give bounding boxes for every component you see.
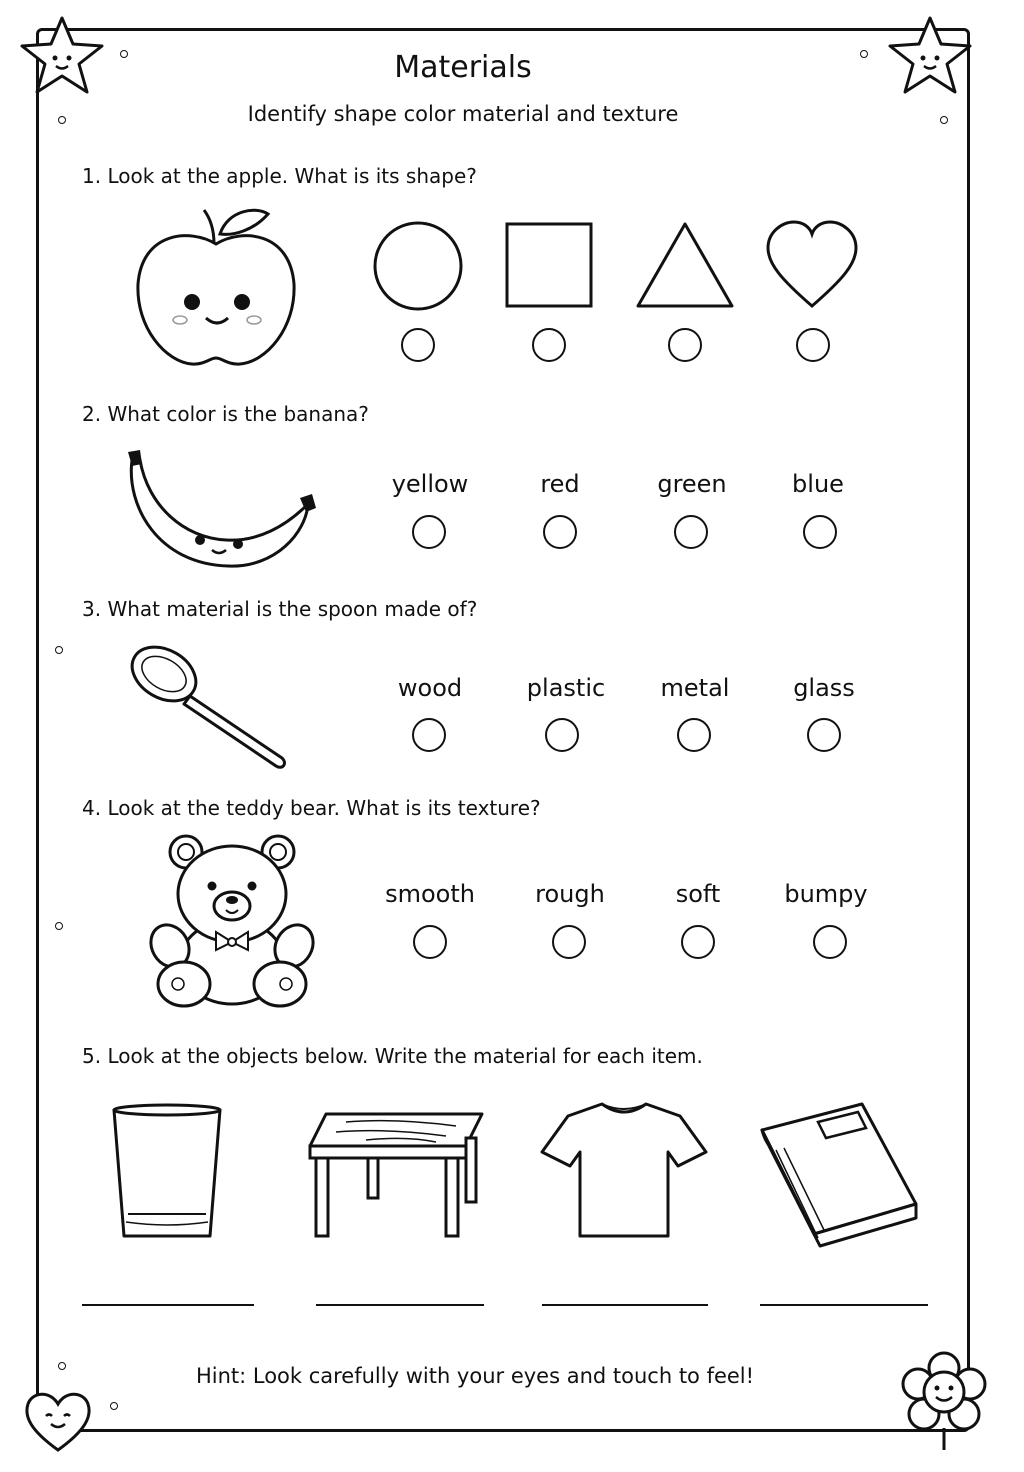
q3-option-label: metal — [660, 674, 730, 702]
q2-option-label: blue — [792, 470, 844, 498]
q3-option-label: glass — [793, 674, 855, 702]
worksheet-subtitle: Identify shape color material and texture — [247, 102, 679, 126]
question-5-text: 5. Look at the objects below. Write the material for each item. — [82, 1044, 703, 1068]
teddy-bear-icon — [148, 834, 316, 1010]
q3-plastic-radio[interactable] — [545, 718, 579, 752]
q2-option-label: yellow — [391, 470, 469, 498]
q2-blue-radio[interactable] — [803, 515, 837, 549]
decor-dot — [55, 922, 63, 930]
question-2-text: 2. What color is the banana? — [82, 402, 369, 426]
q3-option-label: plastic — [526, 674, 606, 702]
q1-square-radio[interactable] — [532, 328, 566, 362]
q3-metal-radio[interactable] — [677, 718, 711, 752]
worksheet-title: Materials — [394, 50, 532, 85]
q4-smooth-radio[interactable] — [413, 925, 447, 959]
q1-circle-radio[interactable] — [401, 328, 435, 362]
q2-option-label: red — [540, 470, 580, 498]
wooden-table-icon — [306, 1108, 486, 1240]
circle-shape-icon — [372, 220, 464, 312]
q1-heart-radio[interactable] — [796, 328, 830, 362]
q3-wood-radio[interactable] — [412, 718, 446, 752]
spoon-icon — [124, 640, 294, 772]
triangle-shape-icon — [634, 220, 736, 310]
decor-dot — [110, 1402, 118, 1410]
t-shirt-icon — [540, 1100, 708, 1240]
hint-text: Hint: Look carefully with your eyes and touch to feel! — [195, 1364, 755, 1388]
question-3-text: 3. What material is the spoon made of? — [82, 597, 478, 621]
q4-option-label: smooth — [385, 880, 475, 908]
decor-dot — [55, 646, 63, 654]
q2-option-label: green — [657, 470, 727, 498]
q2-yellow-radio[interactable] — [412, 515, 446, 549]
banana-icon — [118, 446, 322, 574]
q4-option-label: soft — [675, 880, 721, 908]
book-icon — [758, 1100, 920, 1248]
heart-face-icon — [20, 1386, 96, 1456]
question-1-text: 1. Look at the apple. What is its shape? — [82, 164, 477, 188]
q2-green-radio[interactable] — [674, 515, 708, 549]
answer-line-book[interactable] — [760, 1304, 928, 1306]
q3-option-label: wood — [397, 674, 463, 702]
q1-triangle-radio[interactable] — [668, 328, 702, 362]
question-4-text: 4. Look at the teddy bear. What is its texture? — [82, 796, 541, 820]
q2-red-radio[interactable] — [543, 515, 577, 549]
answer-line-glass[interactable] — [82, 1304, 254, 1306]
apple-icon — [130, 204, 302, 370]
square-shape-icon — [505, 222, 593, 308]
heart-shape-icon — [764, 220, 860, 312]
q4-rough-radio[interactable] — [552, 925, 586, 959]
q4-soft-radio[interactable] — [681, 925, 715, 959]
glass-cup-icon — [110, 1102, 224, 1242]
q4-bumpy-radio[interactable] — [813, 925, 847, 959]
answer-line-shirt[interactable] — [542, 1304, 708, 1306]
q3-glass-radio[interactable] — [807, 718, 841, 752]
decor-dot — [940, 116, 948, 124]
q4-option-label: rough — [535, 880, 605, 908]
answer-line-table[interactable] — [316, 1304, 484, 1306]
q4-option-label: bumpy — [784, 880, 868, 908]
